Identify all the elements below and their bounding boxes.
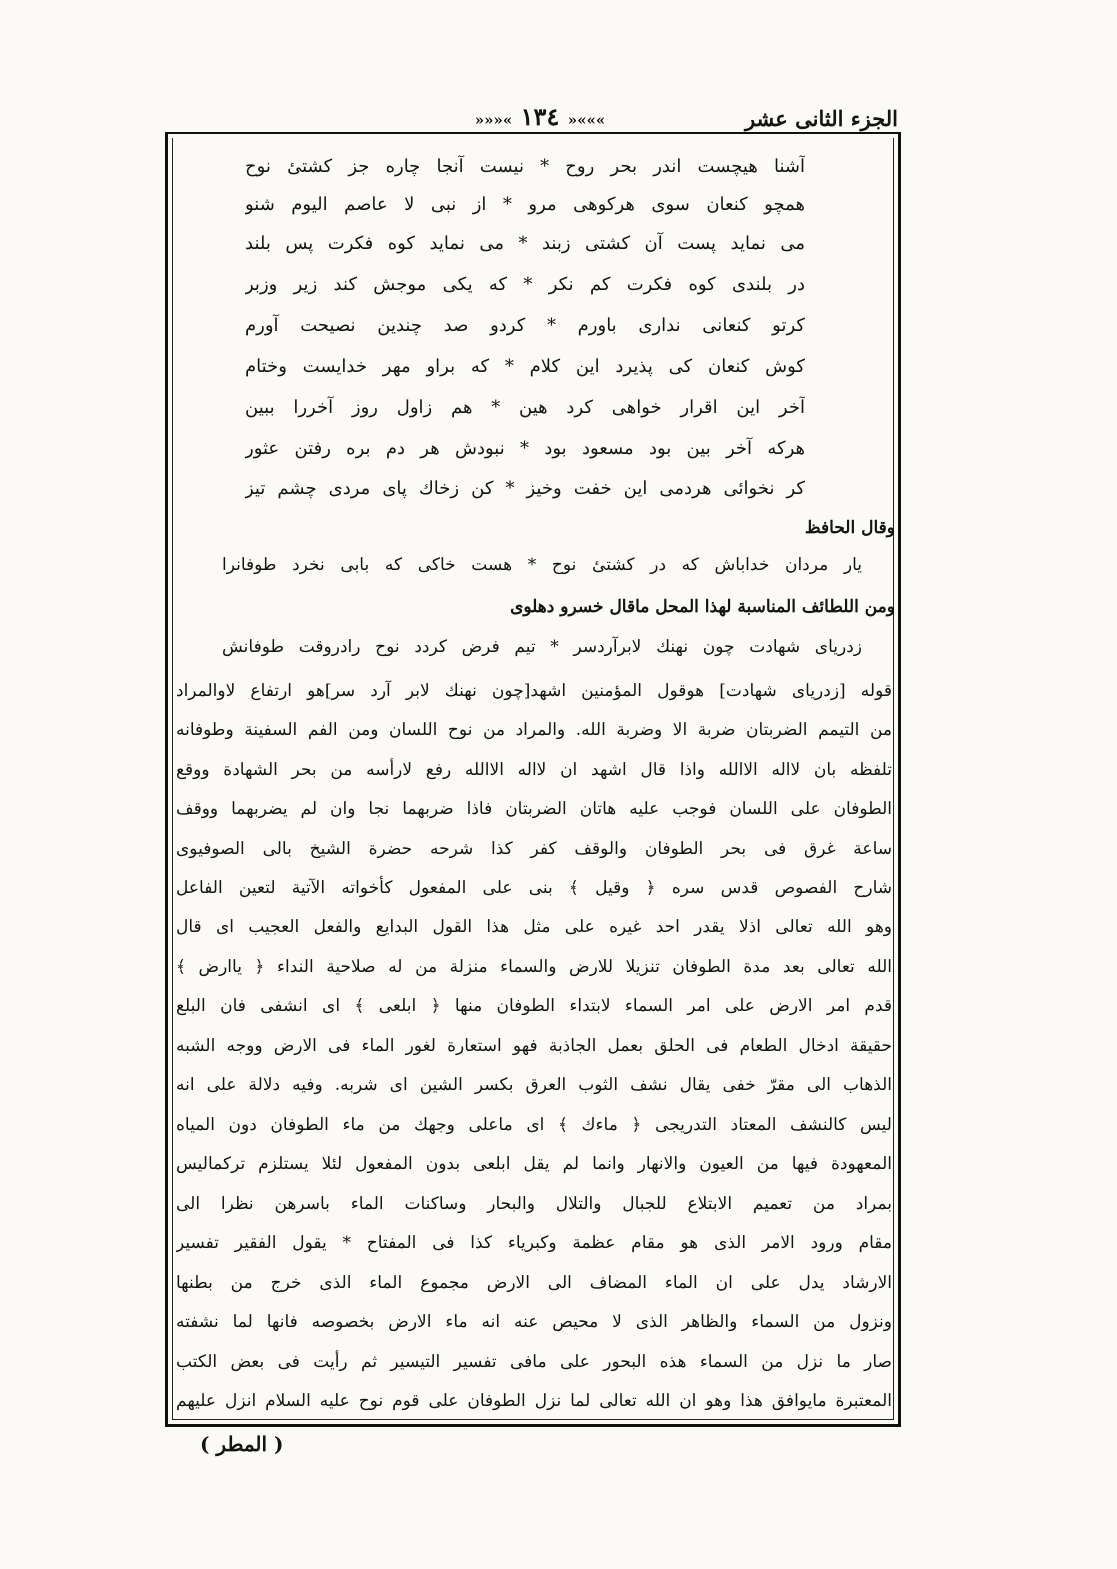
left-ornament: »»»« (474, 111, 513, 129)
prose-line: صار ما نزل من السماء هذه البحور على مافى تفسير التيسير ثم رأيت فى بعض الكتب (176, 1352, 892, 1372)
prose-line: تلفظه بان لااله الاالله واذا قال اشهد ان لااله الاالله رفع لارأسه من بحر الشهادة ووقع (176, 760, 892, 780)
verse-line: كر نخوائى هردمى اين خفت وخيز * كن زخاك پاى مردى چشم تيز (245, 478, 805, 499)
verse-line: كوش كنعان كى پذيرد اين كلام * كه براو مهر خدايست وختام (245, 356, 805, 377)
prose-line: الله تعالى بعد مدة الطوفان تنزيلا للارض والسماء منزلة من له صلاحية النداء ﴿ ياارض ﴾ (176, 957, 892, 977)
verse-line: كرتو كنعانى ندارى باورم * كردو صد چندين نصيحت آورم (245, 315, 805, 336)
verse-line: آخر اين اقرار خواهى كرد هين * هم زاول روز آخررا ببين (245, 397, 805, 418)
verse-line: آشنا هيچست اندر بحر روح * نيست آنجا چاره جز كشتىٔ نوح (245, 156, 805, 177)
running-title: الجزء الثانى عشر (744, 106, 898, 131)
prose-line: من التيمم الضربتان ضربة الا وضربة الله. والمراد من نوح اللسان ومن الفم السفينة وطوفانه (176, 720, 892, 740)
verse-line: همچو كنعان سوى هركوهى مرو * از نبى لا عاصم اليوم شنو (245, 194, 805, 215)
khusraw-heading: ومن اللطائف المناسبة لهذا المحل ماقال خسرو دهلوى (510, 597, 895, 617)
prose-line: حقيقة ادخال الطعام فى الحلق بعمل الجاذبة فهو استعارة لغور الماء فى الارض ووجه الشبه (176, 1036, 892, 1056)
verse-line: در بلندى كوه فكرت كم نكر * كه يكى موجش كند زير وزبر (245, 274, 805, 295)
hafiz-heading: وقال الحافظ (804, 518, 895, 538)
prose-line: الارشاد يدل على ان الماء المضاف الى الارض مجموع الماء الذى خرج من بطنها (176, 1273, 892, 1293)
prose-line: المعتبرة مايوافق هذا وهو ان الله تعالى لما نزل الطوفان على قوم نوح عليه السلام انزل عليهم (176, 1391, 892, 1411)
verse-line: هركه آخر بين بود مسعود بود * نبودش هر دم بره رفتن عثور (245, 438, 805, 459)
prose-line: ليس كالنشف المعتاد التدريجى ﴿ ماءك ﴾ اى ماعلى وجهك من ماء الطوفان دون المياه (176, 1115, 892, 1135)
prose-line: بمراد من تعميم الابتلاع للجبال والتلال والبحار وساكنات الماء باسرهن نظرا الى (176, 1194, 892, 1214)
prose-line: المعهودة فيها من العيون والانهار وانما لم يقل ابلعى بدون المفعول لئلا يستلزم تركماليس (176, 1154, 892, 1174)
prose-line: مقام ورود الامر الذى هو مقام عظمة وكبرياء كذا فى المفتاح * يقول الفقير تفسير (176, 1233, 892, 1253)
catchword: ( المطر ) (200, 1432, 284, 1456)
hafiz-verse: يار مردان خداباش كه در كشتىٔ نوح * هست خاكى كه بابى نخرد طوفانرا (222, 555, 862, 575)
prose-line: قدم امر الارض على امر السماء لابتداء الطوفان منها ﴿ ابلعى ﴾ اى انشفى فان البلع (176, 996, 892, 1016)
khusraw-verse: زدرياى شهادت چون نهنك لابرآردسر * تيم فرض كردد نوح رادروقت طوفانش (222, 637, 862, 657)
verse-line: مى نمايد پست آن كشتى زبند * مى نمايد كوه فكرت پس بلند (245, 233, 805, 254)
page-number (450, 102, 630, 131)
page-number-value: ١٣٤ (520, 102, 560, 131)
prose-line: قوله [زدرياى شهادت] هوقول المؤمنين اشهد[چون نهنك لابر آرد سر]هو ارتفاع لاوالمراد (176, 681, 892, 701)
prose-line: الذهاب الى مقرّ خفى يقال نشف الثوب العرق بكسر الشين اى شربه. وفيه دلالة على انه (176, 1075, 892, 1095)
prose-line: ساعة غرق فى بحر الطوفان والوقف كفر كذا شرحه حضرة الشيخ بالى الصوفيوى (176, 839, 892, 859)
prose-line: الطوفان على اللسان فوجب عليه هاتان الضربتان فاذا ضربهما نجا وان لم يضربهما ووقف (176, 799, 892, 819)
right-ornament: »««« (567, 111, 606, 129)
prose-line: وهو الله تعالى اذلا يقدر احد غيره على مثل هذا القول البدايع والفعل العجيب اى قال (176, 917, 892, 937)
prose-line: شارح الفصوص قدس سره ﴿ وقيل ﴾ بنى على المفعول كأخواته الآتية لتعين الفاعل (176, 878, 892, 898)
prose-line: ونزول من السماء والظاهر الذى لا محيص عنه انه ماء الارض بخصوصه فانها لما نشفته (176, 1312, 892, 1332)
